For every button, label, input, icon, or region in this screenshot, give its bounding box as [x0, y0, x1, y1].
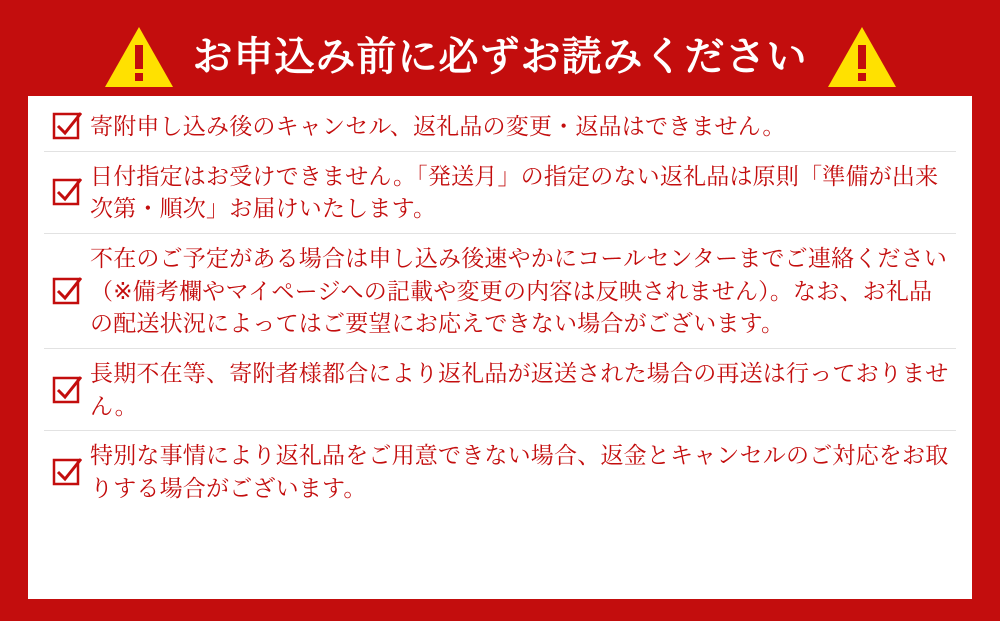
- list-item: [44, 349, 956, 431]
- list-item-text: 日付指定はお受けできません。「発送月」の指定のない返礼品は原則「準備が出来次第・順次」お届けいたします。: [90, 162, 939, 222]
- checkbox-checked-icon: [44, 457, 90, 487]
- list-item: [44, 431, 956, 512]
- list-item-text: 特別な事情により返礼品をご用意できない場合、返金とキャンセルのご対応をお取りする場合がございます。: [90, 442, 949, 501]
- list-item-text: 寄附申し込み後のキャンセル、返礼品の変更・返品はできません。: [90, 113, 786, 139]
- checkbox-checked-icon: [44, 111, 90, 141]
- list-item: [44, 234, 956, 349]
- list-item: [44, 102, 956, 152]
- list-item-text: 長期不在等、寄附者様都合により返礼品が返送された場合の再送は行っておりません。: [90, 359, 949, 419]
- list-item-text: 不在のご予定がある場合は申し込み後速やかにコールセンターまでご連絡ください（※備考欄やマイページへの記載や変更の内容は反映されません）。なお、お礼品の配送状況によってはご要望にお応えできない場合がございます。: [90, 244, 948, 337]
- warning-triangle-icon: [103, 25, 175, 89]
- checkbox-checked-icon: [44, 177, 90, 207]
- list-item: [44, 152, 956, 234]
- checkbox-checked-icon: [44, 276, 90, 306]
- page-title: お申込み前に必ずお読みください: [192, 35, 808, 79]
- notice-header: [28, 18, 972, 96]
- warning-triangle-icon: [826, 25, 898, 89]
- notice-list: [28, 96, 972, 599]
- checkbox-checked-icon: [44, 375, 90, 405]
